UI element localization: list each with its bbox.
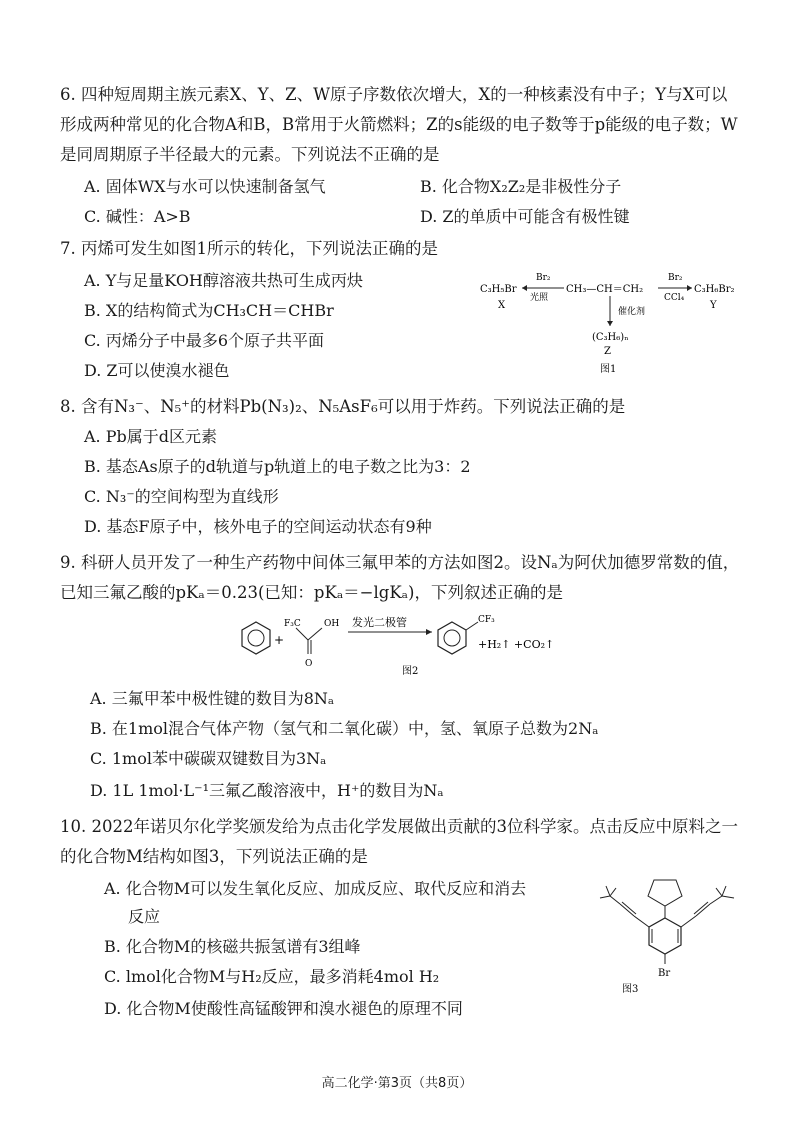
question-8 xyxy=(60,392,740,422)
option-c: C. N₃⁻的空间构型为直线形 xyxy=(84,487,279,506)
dioxolane-ring xyxy=(648,880,682,906)
option-d: D. 1L 1mol·L⁻¹三氟乙酸溶液中，H⁺的数目为Nₐ xyxy=(90,781,444,800)
option-c: C. 1mol苯中碳碳双键数目为3Nₐ xyxy=(90,749,327,768)
z-label: Z xyxy=(604,346,611,357)
y-formula: C₃H₆Br₂ xyxy=(694,284,735,295)
option-b: B. 化合物X₂Z₂是非极性分子 xyxy=(420,177,622,196)
bromine-label: Br xyxy=(658,968,671,979)
br2-reagent: Br₂ xyxy=(668,273,683,283)
option-c: C. 丙烯分子中最多6个原子共平面 xyxy=(84,331,325,350)
option-c: C. 碱性：A>B xyxy=(84,207,191,226)
y-label: Y xyxy=(710,300,717,311)
question-stem: 6. 四种短周期主族元素X、Y、Z、W原子序数依次增大，X的一种核素没有中子；Y与X可以形成两种常见的化合物A和B，B常用于火箭燃料；Z的s能级的电子数等于p能级的电子数；W是同周期原子半径最大的元素。下列说法不正确的是 xyxy=(60,85,738,164)
propene-formula: CH₃—CH＝CH₂ xyxy=(566,284,644,295)
option-a: A. 固体WX与水可以快速制备氢气 xyxy=(84,177,326,196)
figure-caption: 图1 xyxy=(600,364,617,375)
cf3-group: F₃C xyxy=(284,619,301,629)
option-a: A. 三氟甲苯中极性键的数目为8Nₐ xyxy=(90,689,335,708)
option-d: D. Z的单质中可能含有极性键 xyxy=(420,207,630,226)
cf3-group: CF₃ xyxy=(478,615,495,625)
option-b: B. 在1mol混合气体产物（氢气和二氧化碳）中，氢、氧原子总数为2Nₐ xyxy=(90,719,599,738)
x-formula: C₃H₅Br xyxy=(480,284,517,295)
option-b: B. 基态As原子的d轨道与p轨道上的电子数之比为3：2 xyxy=(84,457,471,476)
figure-caption: 图2 xyxy=(402,666,419,677)
carbonyl-oxygen: O xyxy=(305,659,313,669)
question-7 xyxy=(60,234,740,264)
option-a-continued: 反应 xyxy=(128,907,161,926)
catalyst-condition: 催化剂 xyxy=(618,307,646,317)
option-d: D. Z可以使溴水褪色 xyxy=(84,361,230,380)
ccl4-solvent: CCl₄ xyxy=(664,293,685,303)
option-d: D. 基态F原子中，核外电子的空间运动状态有9种 xyxy=(84,517,432,536)
option-b: B. X的结构简式为CH₃CH＝CHBr xyxy=(84,301,334,320)
figure-3-compound-m xyxy=(596,868,746,998)
oh-group: OH xyxy=(324,619,340,629)
x-label: X xyxy=(498,300,506,311)
option-b: B. 化合物M的核磁共振氢谱有3组峰 xyxy=(104,937,361,956)
figure-caption: 图3 xyxy=(622,984,639,995)
z-formula: (C₃H₆)ₙ xyxy=(592,332,629,343)
benzene-ring xyxy=(242,622,270,654)
reaction-condition: 发光二极管 xyxy=(352,616,407,629)
question-stem: 8. 含有N₃⁻、N₅⁺的材料Pb(N₃)₂、N₅AsF₆可以用于炸药。下列说法正确的是 xyxy=(60,397,626,416)
gas-products: +H₂↑ +CO₂↑ xyxy=(478,638,555,651)
option-a: A. Pb属于d区元素 xyxy=(84,427,217,446)
question-stem: 9. 科研人员开发了一种生产药物中间体三氟甲苯的方法如图2。设Nₐ为阿伏加德罗常数的值，已知三氟乙酸的pKₐ＝0.23(已知：pKₐ＝−lgKₐ)，下列叙述正确的是 xyxy=(60,553,740,602)
question-9 xyxy=(60,548,740,608)
page-footer: 高二化学·第3页（共8页） xyxy=(321,1076,473,1091)
benzene-ring xyxy=(649,918,681,954)
figure-1-reaction-scheme xyxy=(478,268,738,378)
question-10 xyxy=(60,812,740,872)
question-stem: 7. 丙烯可发生如图1所示的转化，下列说法正确的是 xyxy=(60,239,438,258)
option-c: C. lmol化合物M与H₂反应，最多消耗4mol H₂ xyxy=(104,967,440,986)
figure-2-reaction-scheme xyxy=(232,612,592,684)
benzene-ring xyxy=(438,622,466,654)
light-condition: 光照 xyxy=(530,293,549,303)
option-d: D. 化合物M使酸性高锰酸钾和溴水褪色的原理不同 xyxy=(104,999,463,1018)
question-stem: 10. 2022年诺贝尔化学奖颁发给为点击化学发展做出贡献的3位科学家。点击反应中原料之一的化合物M结构如图3，下列说法正确的是 xyxy=(60,817,738,866)
option-a: A. 化合物M可以发生氧化反应、加成反应、取代反应和消去 xyxy=(104,879,527,898)
option-a: A. Y与足量KOH醇溶液共热可生成丙炔 xyxy=(84,271,363,290)
plus-sign: + xyxy=(274,633,285,647)
question-6 xyxy=(60,80,740,170)
br2-reagent: Br₂ xyxy=(536,273,551,283)
